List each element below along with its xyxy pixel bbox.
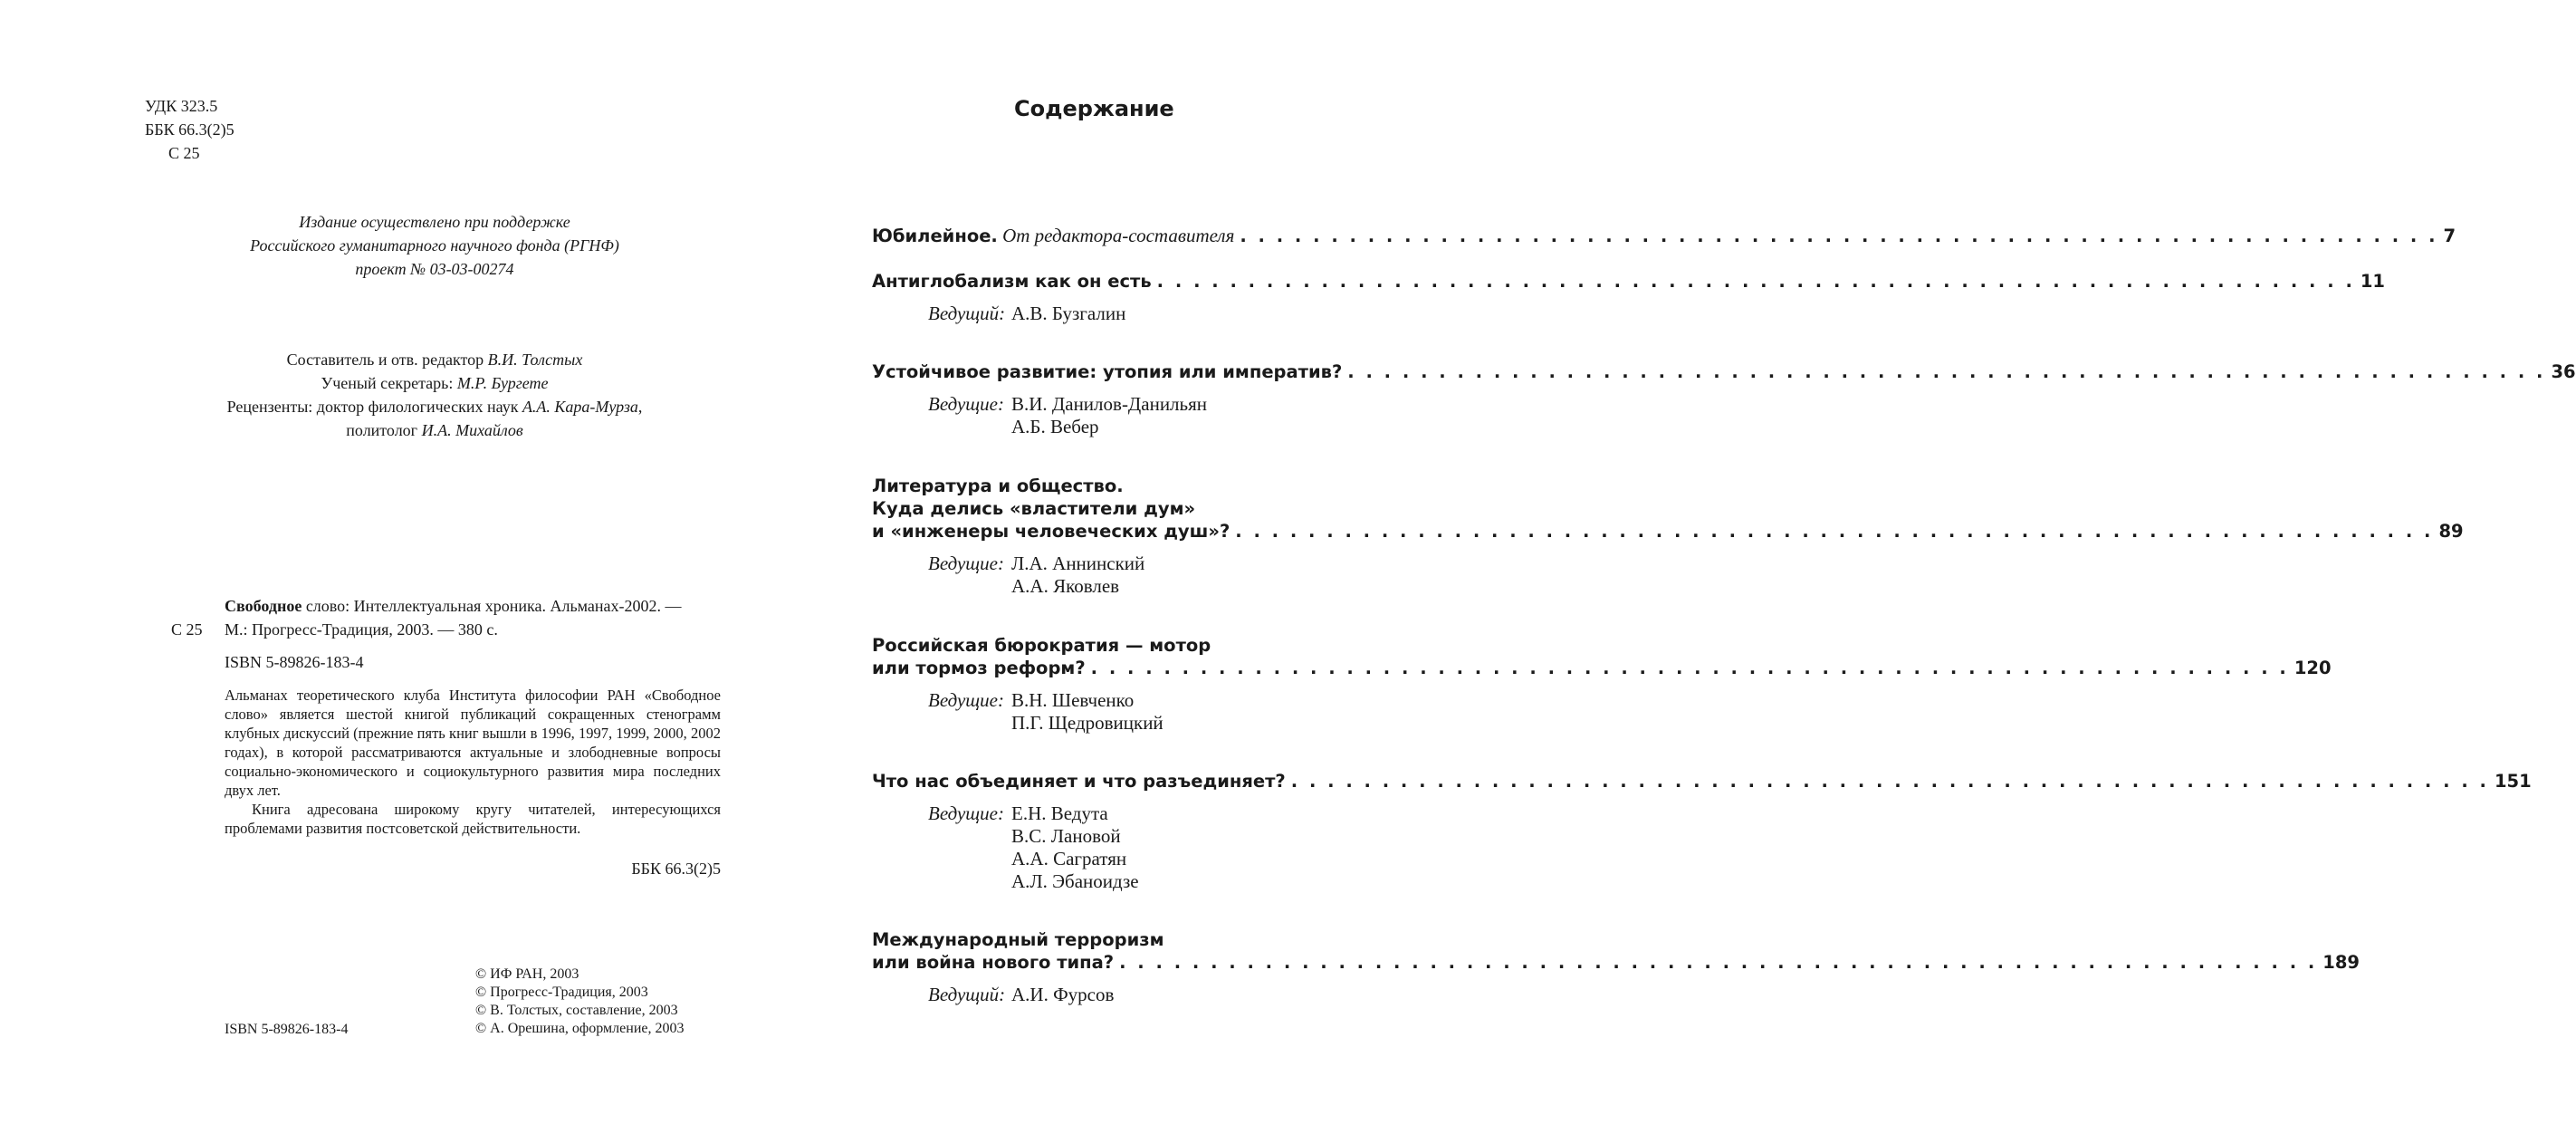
toc-entry-title[interactable] [872, 520, 2464, 543]
toc-entry-line[interactable]: Литература и общество. [872, 476, 1124, 496]
host-name: А.Б. Вебер [1011, 416, 1099, 437]
catalog-title [225, 597, 682, 616]
copyright-line: © ИФ РАН, 2003 [475, 966, 579, 982]
toc-entry-title-bold: Устойчивое развитие: утопия или императив? [872, 361, 1343, 382]
secretary-line [145, 371, 724, 395]
compiler-label: Составитель и отв. редактор [286, 351, 488, 369]
leader-dots: . . . . . . . . . . . . . . . . . . . . . . . . . . . . . . . . . . . . . . . . . . . . . . . . . . . . . . . . . . . . . . . . . . [1090, 658, 2289, 678]
toc-entry-title[interactable] [872, 770, 2532, 793]
toc-page-number: 89 [2438, 521, 2464, 542]
toc-entry-title[interactable] [872, 657, 2332, 679]
toc-page-number: 120 [2294, 658, 2332, 678]
toc-entry[interactable] [872, 270, 2385, 325]
leader-dots: . . . . . . . . . . . . . . . . . . . . . . . . . . . . . . . . . . . . . . . . . . . . . . . . . . . . . . . . . . . . . . . . . . [1347, 361, 2546, 382]
funding-line: Издание осуществлено при поддержке [299, 213, 570, 231]
toc-hosts [872, 802, 1444, 893]
compiler-name: В.И. Толстых [487, 351, 583, 369]
toc-entry-line[interactable]: Российская бюрократия — мотор [872, 635, 1211, 656]
toc-entry[interactable] [872, 770, 2532, 893]
toc-hosts [872, 552, 1444, 598]
toc-hosts [872, 984, 1444, 1006]
reviewers-label: Рецензенты: доктор филологических наук [226, 398, 522, 416]
host-name: А.И. Фурсов [1011, 984, 1115, 1005]
toc-entry-title[interactable] [872, 225, 2456, 247]
toc-entry-line[interactable]: Куда делись «властители дум» [872, 498, 1196, 519]
host-label: Ведущие: [928, 689, 1004, 711]
host-name: П.Г. Щедровицкий [1011, 712, 1164, 734]
host-name: В.С. Лановой [1011, 825, 1121, 847]
leader-dots: . . . . . . . . . . . . . . . . . . . . . . . . . . . . . . . . . . . . . . . . . . . . . . . . . . . . . . . . . . . . . . . . . . [1290, 771, 2489, 792]
secretary-label: Ученый секретарь: [321, 374, 457, 392]
credits-block [145, 348, 724, 442]
toc-entry-title[interactable] [872, 951, 2361, 974]
toc-hosts [872, 303, 1444, 325]
leader-dots: . . . . . . . . . . . . . . . . . . . . . . . . . . . . . . . . . . . . . . . . . . . . . . . . . . . . . . . . . . . . . . . . . . [1240, 226, 2438, 246]
toc-entry-title-bold: Юбилейное. [872, 226, 998, 246]
catalog-isbn: ISBN 5-89826-183-4 [225, 653, 364, 671]
toc-entry-title-bold: или война нового типа? [872, 952, 1115, 973]
compiler-line [145, 348, 724, 371]
host-name: В.Н. Шевченко [1011, 689, 1135, 711]
host-name: А.В. Бузгалин [1011, 303, 1126, 324]
leader-dots: . . . . . . . . . . . . . . . . . . . . . . . . . . . . . . . . . . . . . . . . . . . . . . . . . . . . . . . . . . . . . . . . . . [1235, 521, 2434, 542]
annotation-paragraph: Книга адресована широкому кругу читателей, интересующихся проблемами развития постсоветской действительности. [225, 801, 721, 837]
annotation [225, 686, 721, 838]
host-label: Ведущий: [928, 984, 1006, 1005]
annotation-paragraph: Альманах теоретического клуба Института философии РАН «Свободное слово» является шестой книгой публикаций сокращенных стенограмм клубных дискуссий (прежние пять книг вышли в 1996, 1997, 1999, 2000, 2002 годах), в которой рассматриваются актуальные и злободневные вопросы социально-экономического и социокультурного развития мира последних двух лет. [225, 687, 721, 799]
toc-entry-title-bold: или тормоз реформ? [872, 658, 1086, 678]
classification-codes [145, 94, 235, 165]
toc-entry[interactable] [872, 475, 2464, 598]
udk-code: УДК 323.5 [145, 97, 218, 115]
leader-dots: . . . . . . . . . . . . . . . . . . . . . . . . . . . . . . . . . . . . . . . . . . . . . . . . . . . . . . . . . . . . . . . . . . [1119, 952, 2318, 973]
funding-line: Российского гуманитарного научного фонда (РГНФ) [250, 236, 619, 255]
funding-note [145, 210, 724, 281]
catalog-title-bold: Свободное [225, 597, 302, 615]
toc-entry[interactable] [872, 928, 2361, 1006]
reviewer-name: А.А. Кара-Мурза [522, 398, 638, 416]
toc-page-number: 11 [2360, 271, 2385, 292]
catalog-imprint: М.: Прогресс-Традиция, 2003. — 380 с. [225, 620, 498, 639]
copyright-line: © А. Орешина, оформление, 2003 [475, 1021, 685, 1036]
reviewers-line [145, 395, 724, 418]
host-name: Е.Н. Ведута [1011, 802, 1108, 824]
reviewer-name: И.А. Михайлов [421, 421, 523, 439]
host-name: А.Л. Эбаноидзе [1011, 870, 1139, 892]
toc-entry-title-italic: От редактора-составителя [997, 225, 1235, 246]
toc-entry-title-bold: Антиглобализм как он есть [872, 271, 1152, 292]
copyright-line: © Прогресс-Традиция, 2003 [475, 985, 648, 1000]
funding-line: проект № 03-03-00274 [355, 260, 514, 278]
bbk-code: ББК 66.3(2)5 [145, 120, 235, 139]
host-label: Ведущие: [928, 802, 1004, 824]
host-label: Ведущие: [928, 393, 1004, 415]
bbk-bottom: ББК 66.3(2)5 [631, 860, 721, 878]
leader-dots: . . . . . . . . . . . . . . . . . . . . . . . . . . . . . . . . . . . . . . . . . . . . . . . . . . . . . . . . . . . . . . . . . . [1156, 271, 2355, 292]
toc-hosts [872, 393, 1444, 438]
toc-entry-title-bold: и «инженеры человеческих душ»? [872, 521, 1231, 542]
host-label: Ведущие: [928, 552, 1004, 574]
host-label: Ведущий: [928, 303, 1006, 324]
toc-entry[interactable] [872, 360, 2576, 438]
isbn-bottom: ISBN 5-89826-183-4 [225, 1022, 349, 1037]
toc-entry[interactable] [872, 225, 2456, 247]
reviewers-separator: , [637, 398, 643, 416]
host-name: А.А. Сагратян [1011, 848, 1127, 869]
reviewer2-line [145, 418, 724, 442]
host-name: А.А. Яковлев [1011, 575, 1120, 597]
toc-entry-title[interactable] [872, 360, 2576, 383]
catalog-mark: С 25 [171, 620, 203, 639]
toc-entry-line[interactable]: Международный терроризм [872, 929, 1164, 950]
toc-entry-title-bold: Что нас объединяет и что разъединяет? [872, 771, 1286, 792]
secretary-name: М.Р. Бургете [456, 374, 549, 392]
toc-entry[interactable] [872, 634, 2332, 735]
copyright-line: © В. Толстых, составление, 2003 [475, 1003, 678, 1018]
copyright-block [475, 965, 684, 1038]
toc-page-number: 36 [2551, 361, 2576, 382]
toc-entry-title[interactable] [872, 270, 2385, 293]
toc-hosts [872, 689, 1444, 735]
host-name: В.И. Данилов-Данильян [1011, 393, 1208, 415]
reviewer2-label: политолог [346, 421, 422, 439]
toc-page-number: 7 [2443, 226, 2456, 246]
author-mark: С 25 [168, 144, 200, 162]
toc-page-number: 189 [2322, 952, 2361, 973]
catalog-title-rest: слово: Интеллектуальная хроника. Альманах-2002. — [302, 597, 682, 615]
host-name: Л.А. Аннинский [1011, 552, 1145, 574]
toc-page-number: 151 [2494, 771, 2532, 792]
toc-title: Содержание [1014, 96, 1174, 121]
